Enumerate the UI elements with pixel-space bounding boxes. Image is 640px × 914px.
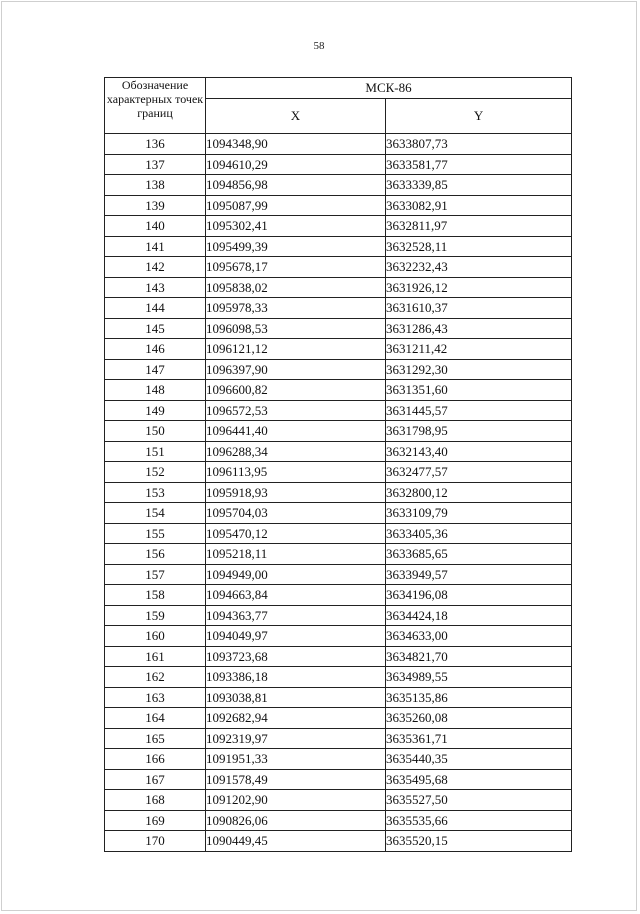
point-number-cell: 155: [105, 523, 206, 544]
table-row: [105, 503, 572, 524]
table-row: [105, 359, 572, 380]
x-coordinate-cell: 1094363,77: [206, 605, 386, 626]
table-row: [105, 195, 572, 216]
y-coordinate-cell: 3633339,85: [386, 175, 572, 196]
point-number-cell: 167: [105, 769, 206, 790]
table-row: [105, 175, 572, 196]
x-coordinate-cell: 1095918,93: [206, 482, 386, 503]
x-coordinate-cell: 1094610,29: [206, 154, 386, 175]
x-coordinate-cell: 1092682,94: [206, 708, 386, 729]
coordinates-table: [104, 77, 572, 852]
y-coordinate-cell: 3632811,97: [386, 216, 572, 237]
table-row: [105, 667, 572, 688]
table-row: [105, 462, 572, 483]
table-row: [105, 605, 572, 626]
y-coordinate-cell: 3631286,43: [386, 318, 572, 339]
document-page: [1, 1, 637, 911]
x-coordinate-cell: 1095499,39: [206, 236, 386, 257]
table-row: [105, 441, 572, 462]
y-coordinate-cell: 3631292,30: [386, 359, 572, 380]
table-row: [105, 749, 572, 770]
point-number-cell: 151: [105, 441, 206, 462]
point-number-cell: 146: [105, 339, 206, 360]
x-coordinate-cell: 1096441,40: [206, 421, 386, 442]
y-coordinate-cell: 3635440,35: [386, 749, 572, 770]
table-row: [105, 769, 572, 790]
x-coordinate-cell: 1093386,18: [206, 667, 386, 688]
y-coordinate-cell: 3632477,57: [386, 462, 572, 483]
y-coordinate-cell: 3635520,15: [386, 831, 572, 852]
x-coordinate-cell: 1095470,12: [206, 523, 386, 544]
table-row: [105, 298, 572, 319]
x-coordinate-cell: 1096113,95: [206, 462, 386, 483]
y-coordinate-cell: 3632800,12: [386, 482, 572, 503]
point-number-cell: 142: [105, 257, 206, 278]
y-coordinate-cell: 3635361,71: [386, 728, 572, 749]
table-row: [105, 421, 572, 442]
point-number-cell: 159: [105, 605, 206, 626]
point-number-cell: 149: [105, 400, 206, 421]
y-coordinate-cell: 3635535,66: [386, 810, 572, 831]
table-row: [105, 400, 572, 421]
y-coordinate-cell: 3632143,40: [386, 441, 572, 462]
y-coordinate-cell: 3635527,50: [386, 790, 572, 811]
y-coordinate-cell: 3634196,08: [386, 585, 572, 606]
x-coordinate-cell: 1092319,97: [206, 728, 386, 749]
y-coordinate-cell: 3633405,36: [386, 523, 572, 544]
point-number-cell: 144: [105, 298, 206, 319]
point-number-cell: 162: [105, 667, 206, 688]
y-coordinate-cell: 3634989,55: [386, 667, 572, 688]
point-number-cell: 165: [105, 728, 206, 749]
point-number-cell: 143: [105, 277, 206, 298]
y-coordinate-cell: 3631610,37: [386, 298, 572, 319]
x-coordinate-cell: 1094949,00: [206, 564, 386, 585]
point-number-cell: 163: [105, 687, 206, 708]
x-coordinate-cell: 1094049,97: [206, 626, 386, 647]
table-row: [105, 810, 572, 831]
point-number-cell: 157: [105, 564, 206, 585]
y-coordinate-cell: 3631926,12: [386, 277, 572, 298]
point-number-cell: 153: [105, 482, 206, 503]
point-number-cell: 152: [105, 462, 206, 483]
y-coordinate-cell: 3631445,57: [386, 400, 572, 421]
x-coordinate-cell: 1091951,33: [206, 749, 386, 770]
point-number-cell: 148: [105, 380, 206, 401]
table-row: [105, 646, 572, 667]
x-coordinate-cell: 1094856,98: [206, 175, 386, 196]
table-row: [105, 728, 572, 749]
table-row: [105, 523, 572, 544]
table-row: [105, 380, 572, 401]
x-coordinate-cell: 1095302,41: [206, 216, 386, 237]
point-number-cell: 140: [105, 216, 206, 237]
y-coordinate-cell: 3633949,57: [386, 564, 572, 585]
y-coordinate-cell: 3631798,95: [386, 421, 572, 442]
table-row: [105, 216, 572, 237]
x-coordinate-cell: 1093038,81: [206, 687, 386, 708]
table-row: [105, 708, 572, 729]
y-coordinate-cell: 3635135,86: [386, 687, 572, 708]
y-coordinate-cell: 3633685,65: [386, 544, 572, 565]
table-row: [105, 339, 572, 360]
table-row: [105, 626, 572, 647]
point-number-cell: 141: [105, 236, 206, 257]
y-coordinate-cell: 3634633,00: [386, 626, 572, 647]
y-coordinate-cell: 3633807,73: [386, 134, 572, 155]
y-header: Y: [386, 99, 572, 134]
point-number-cell: 145: [105, 318, 206, 339]
x-coordinate-cell: 1096600,82: [206, 380, 386, 401]
x-coordinate-cell: 1095087,99: [206, 195, 386, 216]
table-body: [105, 134, 572, 852]
point-number-cell: 137: [105, 154, 206, 175]
point-number-cell: 138: [105, 175, 206, 196]
point-label-header: Обозначение характерных точек границ: [105, 78, 206, 134]
point-number-cell: 170: [105, 831, 206, 852]
x-coordinate-cell: 1096288,34: [206, 441, 386, 462]
y-coordinate-cell: 3631211,42: [386, 339, 572, 360]
x-coordinate-cell: 1093723,68: [206, 646, 386, 667]
table-row: [105, 257, 572, 278]
x-coordinate-cell: 1096397,90: [206, 359, 386, 380]
point-number-cell: 161: [105, 646, 206, 667]
x-coordinate-cell: 1095704,03: [206, 503, 386, 524]
y-coordinate-cell: 3634821,70: [386, 646, 572, 667]
x-coordinate-cell: 1091202,90: [206, 790, 386, 811]
x-coordinate-cell: 1091578,49: [206, 769, 386, 790]
y-coordinate-cell: 3632528,11: [386, 236, 572, 257]
point-number-cell: 150: [105, 421, 206, 442]
x-coordinate-cell: 1095678,17: [206, 257, 386, 278]
table-row: [105, 564, 572, 585]
table-row: [105, 687, 572, 708]
point-number-cell: 147: [105, 359, 206, 380]
table-row: [105, 236, 572, 257]
x-coordinate-cell: 1096121,12: [206, 339, 386, 360]
x-coordinate-cell: 1090449,45: [206, 831, 386, 852]
x-coordinate-cell: 1090826,06: [206, 810, 386, 831]
y-coordinate-cell: 3633581,77: [386, 154, 572, 175]
y-coordinate-cell: 3635495,68: [386, 769, 572, 790]
table-row: [105, 585, 572, 606]
page-number: 58: [313, 40, 325, 52]
point-number-cell: 168: [105, 790, 206, 811]
table-row: [105, 318, 572, 339]
point-number-cell: 156: [105, 544, 206, 565]
x-coordinate-cell: 1094348,90: [206, 134, 386, 155]
x-coordinate-cell: 1096572,53: [206, 400, 386, 421]
point-number-cell: 136: [105, 134, 206, 155]
table-row: [105, 790, 572, 811]
y-coordinate-cell: 3635260,08: [386, 708, 572, 729]
table-row: [105, 482, 572, 503]
y-coordinate-cell: 3632232,43: [386, 257, 572, 278]
point-number-cell: 169: [105, 810, 206, 831]
table-row: [105, 544, 572, 565]
point-number-cell: 160: [105, 626, 206, 647]
x-coordinate-cell: 1094663,84: [206, 585, 386, 606]
y-coordinate-cell: 3631351,60: [386, 380, 572, 401]
table-row: [105, 277, 572, 298]
y-coordinate-cell: 3634424,18: [386, 605, 572, 626]
x-coordinate-cell: 1095218,11: [206, 544, 386, 565]
x-coordinate-cell: 1095978,33: [206, 298, 386, 319]
x-header: X: [206, 99, 386, 134]
coordinate-system-header: МСК-86: [206, 78, 572, 99]
point-number-cell: 164: [105, 708, 206, 729]
y-coordinate-cell: 3633082,91: [386, 195, 572, 216]
point-number-cell: 166: [105, 749, 206, 770]
point-number-cell: 139: [105, 195, 206, 216]
table-row: [105, 154, 572, 175]
point-number-cell: 154: [105, 503, 206, 524]
x-coordinate-cell: 1095838,02: [206, 277, 386, 298]
x-coordinate-cell: 1096098,53: [206, 318, 386, 339]
y-coordinate-cell: 3633109,79: [386, 503, 572, 524]
table-row: [105, 134, 572, 155]
table-row: [105, 831, 572, 852]
point-number-cell: 158: [105, 585, 206, 606]
